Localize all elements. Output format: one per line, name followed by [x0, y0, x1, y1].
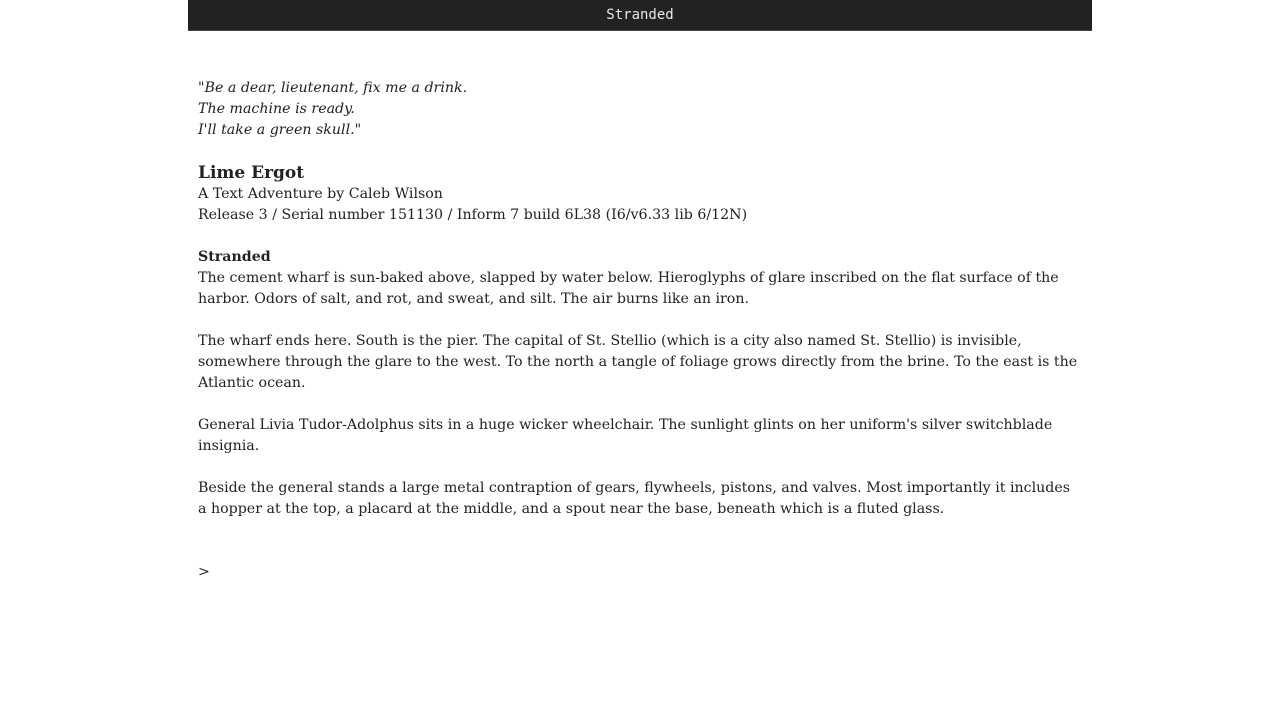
command-input[interactable] — [214, 564, 1078, 582]
epigraph-line: I'll take a green skull." — [198, 122, 362, 138]
game-subtitle: A Text Adventure by Caleb Wilson — [198, 186, 443, 202]
room-paragraph: Beside the general stands a large metal contraption of gears, flywheels, pistons, and valves. Most importantly it includes a hopper at the top, a placard at the middle, and a spout near the base, beneath which is a fluted glass. — [198, 480, 1071, 517]
game-window — [188, 0, 1092, 704]
room-paragraph: General Livia Tudor-Adolphus sits in a huge wicker wheelchair. The sunlight glints on her uniform's silver switchblade insignia. — [198, 417, 1053, 454]
room-paragraph: The wharf ends here. South is the pier. The capital of St. Stellio (which is a city also named St. Stellio) is invisible, somewhere through the glare to the west. To the north a tangle of foliage grows directly from the brine. To the east is the Atlantic ocean. — [198, 333, 1078, 391]
story-buffer — [198, 78, 1078, 583]
command-line — [198, 562, 1078, 583]
room-name: Stranded — [198, 249, 271, 265]
status-location: Stranded — [606, 7, 674, 23]
epigraph-line: "Be a dear, lieutenant, fix me a drink. — [198, 80, 468, 96]
release-info: Release 3 / Serial number 151130 / Inform 7 build 6L38 (I6/v6.33 lib 6/12N) — [198, 207, 748, 223]
epigraph-line: The machine is ready. — [198, 101, 355, 117]
status-bar — [188, 0, 1092, 31]
prompt-symbol: > — [198, 564, 210, 580]
room-paragraph: The cement wharf is sun-baked above, slapped by water below. Hieroglyphs of glare inscribed on the flat surface of the harbor. Odors of salt, and rot, and sweat, and silt. The air burns like an iron. — [198, 270, 1059, 307]
game-title: Lime Ergot — [198, 163, 305, 183]
